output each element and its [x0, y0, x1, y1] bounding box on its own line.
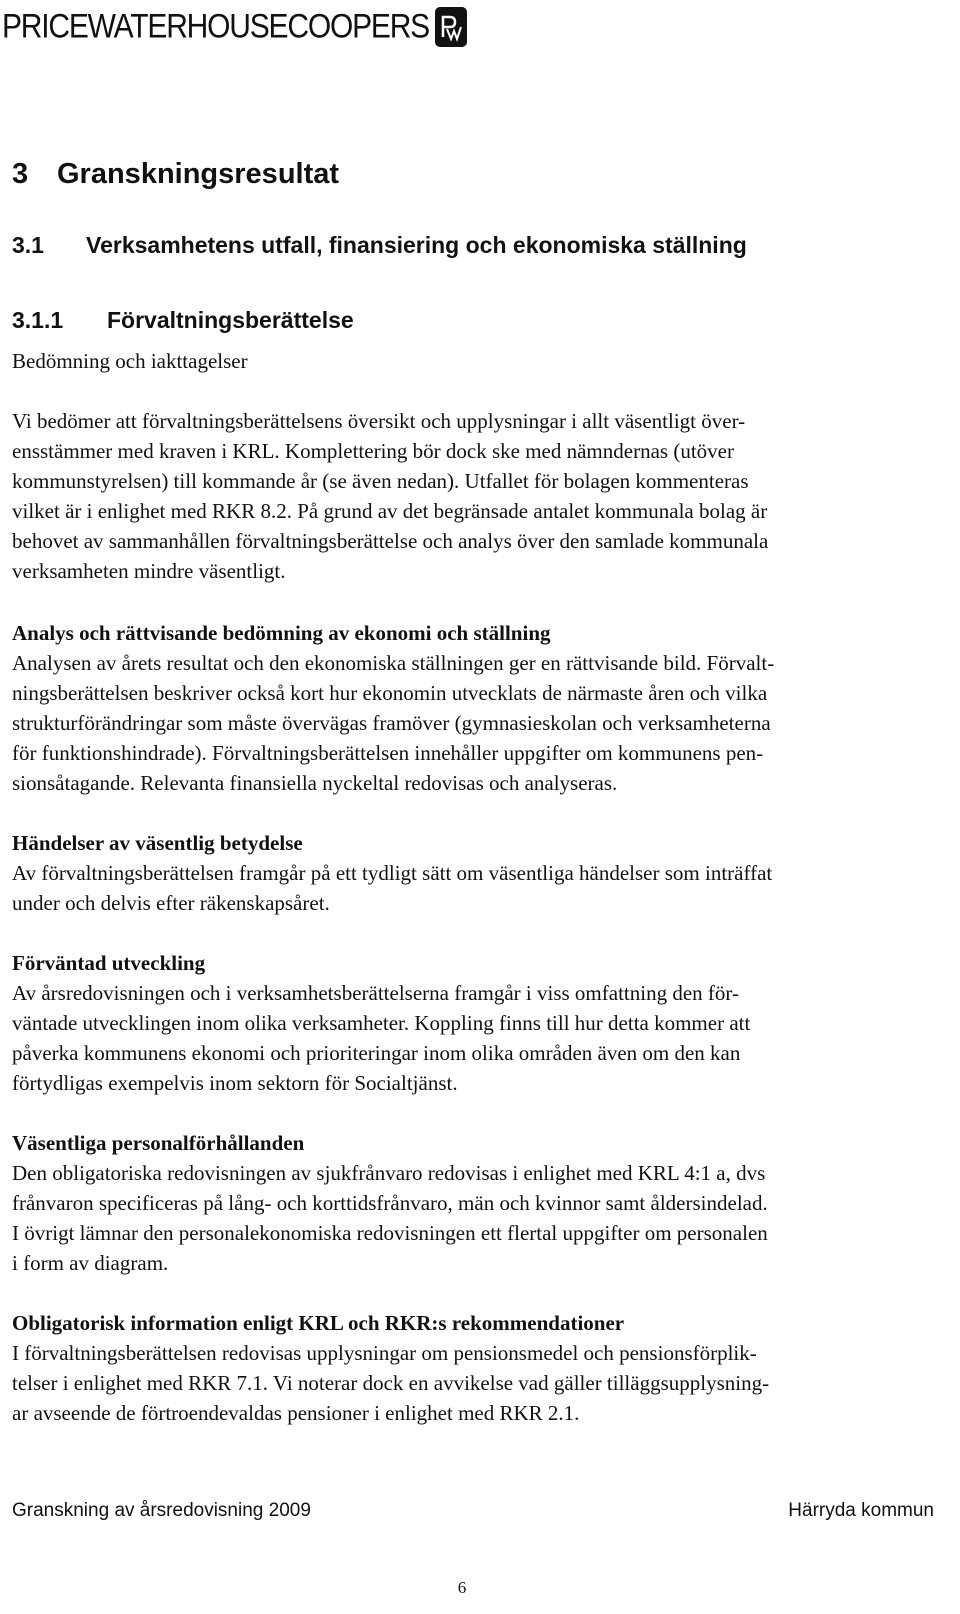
section-events — [12, 828, 937, 918]
text-line: I övrigt lämnar den personalekonomiska redovisningen ett flertal uppgifter om personalen — [12, 1221, 768, 1245]
text-line: Den obligatoriska redovisningen av sjukfrånvaro redovisas i enlighet med KRL 4:1 a, dvs — [12, 1161, 766, 1185]
section-title: Händelser av väsentlig betydelse — [12, 831, 303, 855]
text-line: förtydligas exempelvis inom sektorn för Socialtjänst. — [12, 1071, 458, 1095]
text-line: väntade utvecklingen inom olika verksamheter. Koppling finns till hur detta kommer att — [12, 1011, 751, 1035]
logo-emblem — [435, 7, 467, 47]
heading-1-title: Granskningsresultat — [57, 158, 340, 190]
text-line: sionsåtagande. Relevanta finansiella nyckeltal redovisas och analyseras. — [12, 771, 618, 795]
heading-3-number: 3.1.1 — [12, 307, 64, 333]
text-line: Vi bedömer att förvaltningsberättelsens översikt och upplysningar i allt väsentligt över- — [12, 409, 746, 433]
section-mandatory-info — [12, 1308, 937, 1428]
text-line: Av årsredovisningen och i verksamhetsberättelserna framgår i viss omfattning den för- — [12, 981, 739, 1005]
text-line: under och delvis efter räkenskapsåret. — [12, 891, 330, 915]
heading-level-1 — [12, 158, 339, 191]
text-line: telser i enlighet med RKR 7.1. Vi noterar dock en avvikelse vad gäller tilläggsupplysning- — [12, 1371, 770, 1395]
section-personnel — [12, 1128, 937, 1278]
heading-2-title: Verksamhetens utfall, finansiering och ekonomiska ställning — [86, 232, 747, 258]
text-line: Av förvaltningsberättelsen framgår på ett tydligt sätt om väsentliga händelser som inträffat — [12, 861, 773, 885]
text-line: för funktionshindrade). Förvaltningsberättelsen innehåller uppgifter om kommunens pen- — [12, 741, 764, 765]
heading-level-2 — [12, 232, 747, 259]
section-title: Förväntad utveckling — [12, 951, 206, 975]
footer-municipality: Härryda kommun — [788, 1500, 934, 1521]
section-expected-development — [12, 948, 937, 1098]
section-body — [12, 406, 937, 586]
text-line: Analysen av årets resultat och den ekonomiska ställningen ger en rättvisande bild. Förvalt- — [12, 651, 775, 675]
section-body — [12, 1158, 937, 1278]
text-line: strukturförändringar som måste övervägas framöver (gymnasieskolan och verksamheterna — [12, 711, 771, 735]
section-body — [12, 648, 937, 798]
section-body — [12, 978, 937, 1098]
heading-level-3 — [12, 307, 354, 334]
company-logo — [2, 4, 467, 50]
text-line: vilket är i enlighet med RKR 8.2. På grund av det begränsade antalet kommunala bolag är — [12, 499, 768, 523]
text-line: ningsberättelsen beskriver också kort hur ekonomin utvecklats de närmaste åren och vilka — [12, 681, 768, 705]
text-line: frånvaron specificeras på lång- och korttidsfrånvaro, män och kvinnor samt åldersindelad. — [12, 1191, 768, 1215]
logo-wordmark: PRICEWATERHOUSECOOPERS — [2, 7, 429, 46]
text-line: påverka kommunens ekonomi och prioriteringar inom olika områden även om den kan — [12, 1041, 741, 1065]
text-line: ar avseende de förtroendevaldas pensioner i enlighet med RKR 2.1. — [12, 1401, 580, 1425]
heading-3-title: Förvaltningsberättelse — [107, 307, 354, 333]
section-body — [12, 858, 937, 918]
section-body — [12, 1338, 937, 1428]
text-line: i form av diagram. — [12, 1251, 169, 1275]
text-line: kommunstyrelsen) till kommande år (se även nedan). Utfallet för bolagen kommenteras — [12, 469, 749, 493]
heading-2-number: 3.1 — [12, 232, 44, 258]
section-title: Obligatorisk information enligt KRL och RKR:s rekommendationer — [12, 1311, 625, 1335]
section-title: Analys och rättvisande bedömning av ekonomi och ställning — [12, 621, 551, 645]
section-analysis — [12, 618, 937, 798]
section-assessment — [12, 346, 937, 586]
text-line: verksamheten mindre väsentligt. — [12, 559, 286, 583]
heading-1-number: 3 — [12, 158, 29, 190]
text-line: behovet av sammanhållen förvaltningsberättelse och analys över den samlade kommunala — [12, 529, 769, 553]
footer-report-title: Granskning av årsredovisning 2009 — [12, 1500, 311, 1521]
section-title: Bedömning och iakttagelser — [12, 349, 248, 373]
text-line: ensstämmer med kraven i KRL. Komplettering bör dock ske med nämndernas (utöver — [12, 439, 734, 463]
text-line: I förvaltningsberättelsen redovisas upplysningar om pensionsmedel och pensionsförplik- — [12, 1341, 757, 1365]
section-title: Väsentliga personalförhållanden — [12, 1131, 305, 1155]
page-number: 6 — [457, 1578, 467, 1597]
